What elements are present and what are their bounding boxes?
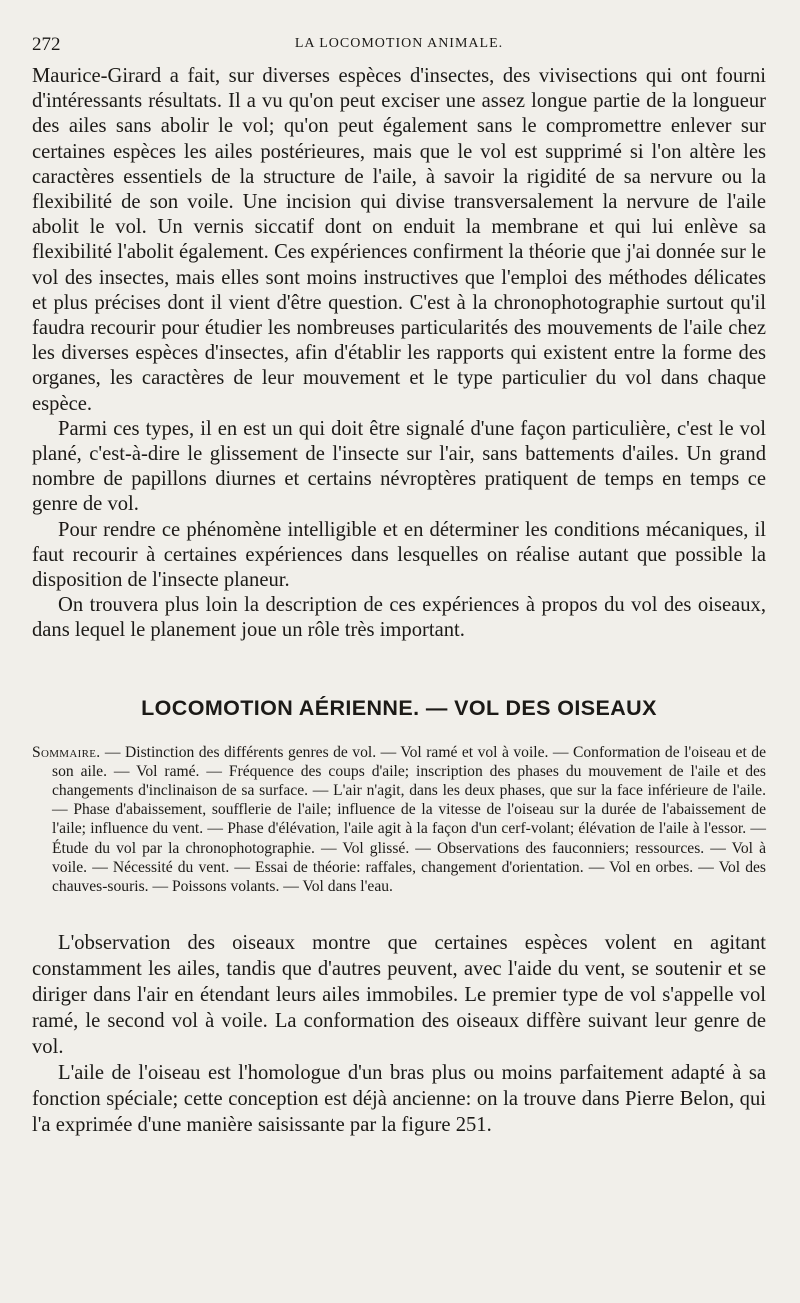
running-head: [32, 28, 766, 64]
paragraph: Maurice-Girard a fait, sur diverses espèces d'insectes, des vivisections qui ont fourni d'intéressants résultats. Il a vu qu'on peut exciser une assez longue partie de la longueur des ailes sans abolir le vol; qu'on peut également sans le compromettre enlever sur certaines espèces les ailes postérieures, mais que le vol est supprimé si l'on altère les caractères essentiels de la structure de l'aile, à savoir la rigidité de sa nervure ou la flexibilité de son voile. Une incision qui divise transversalement la nervure de l'aile abolit le vol. Un vernis siccatif dont on enduit la membrane et qui lui enlève sa flexibilité l'abolit également. Ces expériences confirment la théorie que j'ai donnée sur le vol des insectes, mais elles sont moins instructives que l'emploi des méthodes délicates et plus précises dont il vient d'être question. C'est à la chronophotographie surtout qu'il faudra recourir pour étudier les nombreuses particularités des mouvements de l'aile chez les diverses espèces d'insectes, afin d'établir les rapports qui existent entre la forme des organes, les caractères de leur mouvement et le type particulier du vol dans chaque espèce.: [32, 65, 766, 415]
summary: [32, 743, 766, 897]
paragraph: On trouvera plus loin la description de ces expériences à propos du vol des oiseaux, dans lequel le planement joue un rôle très important.: [32, 594, 766, 642]
paragraph: Pour rendre ce phénomène intelligible et en déterminer les conditions mécaniques, il faut recourir à certaines expériences dans lesquelles on réalise autant que possible la disposition de l'insecte planeur.: [32, 518, 766, 592]
running-title: LA LOCOMOTION ANIMALE.: [294, 36, 504, 51]
body-text: [32, 64, 766, 644]
section-text: [32, 930, 766, 1138]
paragraph: L'observation des oiseaux montre que certaines espèces volent en agitant constamment les ailes, tandis que d'autres peuvent, avec l'aide du vent, se soutenir et se diriger dans l'air en étendant leurs ailes immobiles. Le premier type de vol s'appelle vol ramé, le second vol à voile. La conformation des oiseaux diffère suivant leur genre de vol.: [32, 932, 766, 1059]
summary-label: Sommaire.: [32, 743, 101, 761]
summary-text: — Distinction des différents genres de vol. — Vol ramé et vol à voile. — Conformation de l'oiseau et de son aile. — Vol ramé. — Fréquence des coups d'aile; inscription des phases du mouvement de l'aile et des changements d'inclinaison de sa surface. — L'air n'agit, dans les deux phases, que sur la face inférieure de l'aile. — Phase d'abaissement, soufflerie de l'aile; influence de la vitesse de l'oiseau sur la durée de l'abaissement de l'aile; influence du vent. — Phase d'élévation, l'aile agit à la façon d'un cerf-volant; élévation de l'aile à l'essor. — Étude du vol par la chronophotographie. — Vol glissé. — Observations des fauconniers; ressources. — Vol à voile. — Nécessité du vent. — Essai de théorie: raffales, changement d'orientation. — Vol en orbes. — Vol des chauves-souris. — Poissons volants. — Vol dans l'eau.: [52, 743, 766, 896]
paragraph: L'aile de l'oiseau est l'homologue d'un bras plus ou moins parfaitement adapté à sa fonction spéciale; cette conception est déjà ancienne: on la trouve dans Pierre Belon, qui l'a exprimée d'une manière saisissante par la figure 251.: [32, 1062, 766, 1137]
paragraph: Parmi ces types, il en est un qui doit être signalé d'une façon particulière, c'est le vol plané, c'est-à-dire le glissement de l'insecte sur l'air, sans battements d'ailes. Un grand nombre de papillons diurnes et certains névroptères pratiquent de temps en temps ce genre de vol.: [32, 417, 766, 516]
section-heading: LOCOMOTION AÉRIENNE. — VOL DES OISEAUX: [141, 695, 657, 720]
page-number: 272: [32, 34, 61, 55]
